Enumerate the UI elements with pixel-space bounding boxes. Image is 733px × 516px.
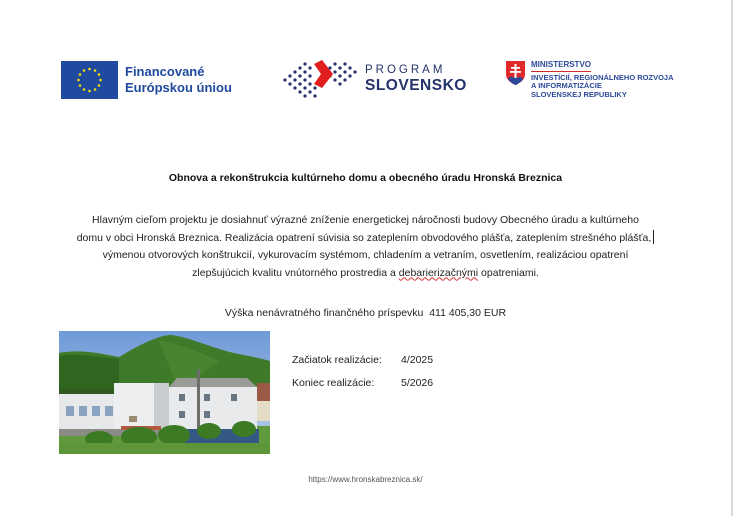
project-description[interactable] xyxy=(58,212,673,282)
program-slovensko-logo xyxy=(281,60,467,98)
start-date-label: Začiatok realizácie: xyxy=(292,354,382,366)
description-line-4-start: zlepšujúcich kvalitu vnútorného prostredia a xyxy=(192,266,399,279)
eu-flag-icon xyxy=(61,61,118,99)
text-cursor xyxy=(653,230,654,244)
eu-logo-line2: Európskou úniou xyxy=(125,80,232,95)
ministry-line3: A INFORMATIZÁCIE xyxy=(531,81,602,90)
building-photo[interactable] xyxy=(59,331,270,454)
slovak-coat-of-arms-icon xyxy=(506,61,525,85)
description-line-4 xyxy=(58,265,673,283)
grant-amount: 411 405,30 EUR xyxy=(429,307,507,319)
description-line-2: domu v obci Hronská Breznica. Realizácia opatrení súvisia so zateplením obvodového plášťa, zateplením strešného plášťa, xyxy=(76,231,652,244)
realization-dates xyxy=(292,354,433,400)
date-row-start xyxy=(292,354,433,377)
description-line-3: výmenou otvorových konštrukcií, vykurovacím systémom, chladením a vetraním, osvetlením, realizáciou opatrení xyxy=(102,249,629,261)
ministry-title: MINISTERSTVO xyxy=(531,61,591,72)
end-date-label: Koniec realizácie: xyxy=(292,377,375,389)
slovensko-label: SLOVENSKO xyxy=(365,77,467,94)
program-slovensko-mark-icon xyxy=(281,60,357,98)
end-date-value: 5/2026 xyxy=(401,377,434,389)
program-label: PROGRAM xyxy=(365,64,446,76)
program-slovensko-text xyxy=(365,63,467,95)
website-link[interactable]: https://www.hronskabreznica.sk/ xyxy=(308,475,423,484)
start-date-value: 4/2025 xyxy=(401,354,434,366)
ministry-logo xyxy=(506,61,674,99)
eu-funding-logo xyxy=(61,61,232,99)
spellcheck-flagged-word[interactable]: debarierizačnými xyxy=(398,266,479,279)
grant-label: Výška nenávratného finančného príspevku xyxy=(224,307,424,319)
ministry-line2: INVESTÍCIÍ, REGIONÁLNEHO ROZVOJA xyxy=(531,72,674,82)
description-line-4-end: opatreniami. xyxy=(478,266,539,279)
ministry-text xyxy=(531,61,674,99)
eu-logo-line1: Financované xyxy=(125,64,205,79)
date-row-end xyxy=(292,377,433,400)
description-line-1: Hlavným cieľom projektu je dosiahnuť výrazné zníženie energetickej náročnosti budovy Obecného úradu a kultúrneho xyxy=(92,214,639,226)
project-title: Obnova a rekonštrukcia kultúrneho domu a obecného úradu Hronská Breznica xyxy=(168,172,563,184)
ministry-line4: SLOVENSKEJ REPUBLIKY xyxy=(531,89,627,99)
grant-amount-line xyxy=(0,307,731,319)
eu-logo-text xyxy=(125,64,232,96)
